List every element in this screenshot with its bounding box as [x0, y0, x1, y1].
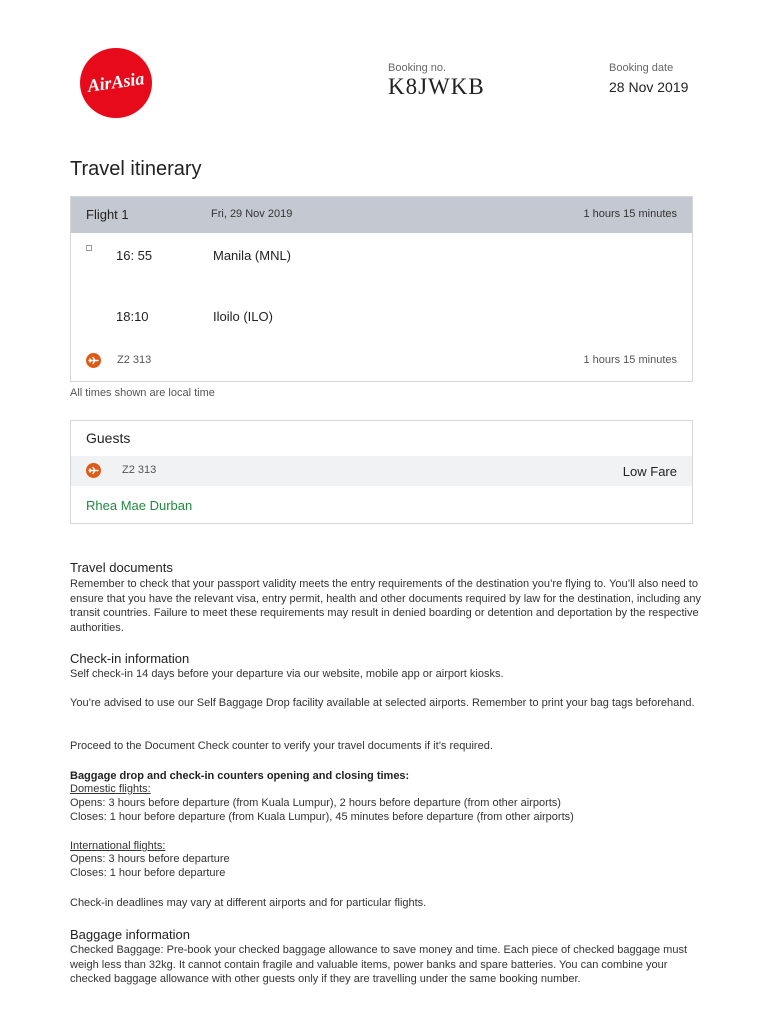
booking-date: 28 Nov 2019: [609, 79, 689, 95]
fare-type: Low Fare: [622, 464, 677, 479]
international-closes: Closes: 1 hour before departure: [70, 867, 226, 879]
domestic-closes: Closes: 1 hour before departure (from Kuala Lumpur), 45 minutes before departure (from other airports): [70, 811, 574, 823]
checkin-p1: Self check-in 14 days before your departure via our website, mobile app or airport kiosks.: [70, 668, 504, 680]
guests-title: Guests: [86, 430, 131, 446]
flight-card: [70, 196, 693, 382]
plane-icon: [86, 353, 101, 368]
local-time-note: All times shown are local time: [70, 387, 215, 399]
arrival-city: Iloilo (ILO): [213, 309, 273, 324]
departure-time: 16: 55: [116, 248, 153, 263]
counter-times-heading: Baggage drop and check-in counters opening and closing times:: [70, 770, 410, 782]
logo-text: AirAsia: [86, 68, 146, 96]
flight-duration: 1 hours 15 minutes: [583, 354, 677, 366]
baggage-text: Checked Baggage: Pre-book your checked baggage allowance to save money and time. Each piece of checked baggage must weigh less than 32kg. It cannot contain fragile and valuable items, power banks and spare batteries. You can combine your checked baggage allowance with other guests only if they are travelling under the same booking number.: [70, 944, 688, 985]
guests-card: [70, 420, 693, 524]
airasia-logo: [80, 48, 152, 118]
booking-no-label: Booking no.: [388, 62, 447, 74]
checkin-heading: Check-in information: [70, 651, 190, 666]
flight-card-header: [71, 197, 692, 233]
checkin-p3: Proceed to the Document Check counter to verify your travel documents if it’s required.: [70, 740, 493, 752]
plane-icon: [86, 463, 101, 478]
checkin-deadlines-note: Check-in deadlines may vary at different airports and for particular flights.: [70, 897, 427, 909]
domestic-opens: Opens: 3 hours before departure (from Kuala Lumpur), 2 hours before departure (from other airports): [70, 797, 561, 809]
booking-number: K8JWKB: [388, 74, 485, 99]
guest-flight-number: Z2 313: [122, 464, 157, 476]
travel-documents-heading: Travel documents: [70, 560, 173, 575]
travel-documents-text: Remember to check that your passport validity meets the entry requirements of the destination you’re flying to. You’ll also need to ensure that you have the relevant visa, entry permit, health and other documents required by law for the destination, including any transit countries. Failure to meet these requirements may result in denied boarding or detention and deportation by the respective authorities.: [70, 578, 702, 634]
origin-dot-icon: [86, 245, 92, 251]
baggage-heading: Baggage information: [70, 927, 190, 942]
booking-date-label: Booking date: [609, 62, 674, 74]
international-opens: Opens: 3 hours before departure: [70, 853, 230, 865]
domestic-flights-label: Domestic flights:: [70, 783, 151, 795]
departure-city: Manila (MNL): [213, 248, 292, 263]
flight-number: Z2 313: [117, 354, 152, 366]
international-flights-label: International flights:: [70, 840, 166, 852]
page-title: Travel itinerary: [70, 158, 202, 180]
guest-name: Rhea Mae Durban: [86, 498, 193, 513]
guest-flight-row: [71, 456, 692, 486]
flight-date: Fri, 29 Nov 2019: [211, 208, 293, 220]
arrival-time: 18:10: [116, 309, 149, 324]
checkin-p2: You’re advised to use our Self Baggage Drop facility available at selected airports. Remember to print your bag tags beforehand.: [70, 697, 695, 709]
flight-duration-header: 1 hours 15 minutes: [583, 208, 677, 220]
flight-title: Flight 1: [86, 207, 129, 222]
